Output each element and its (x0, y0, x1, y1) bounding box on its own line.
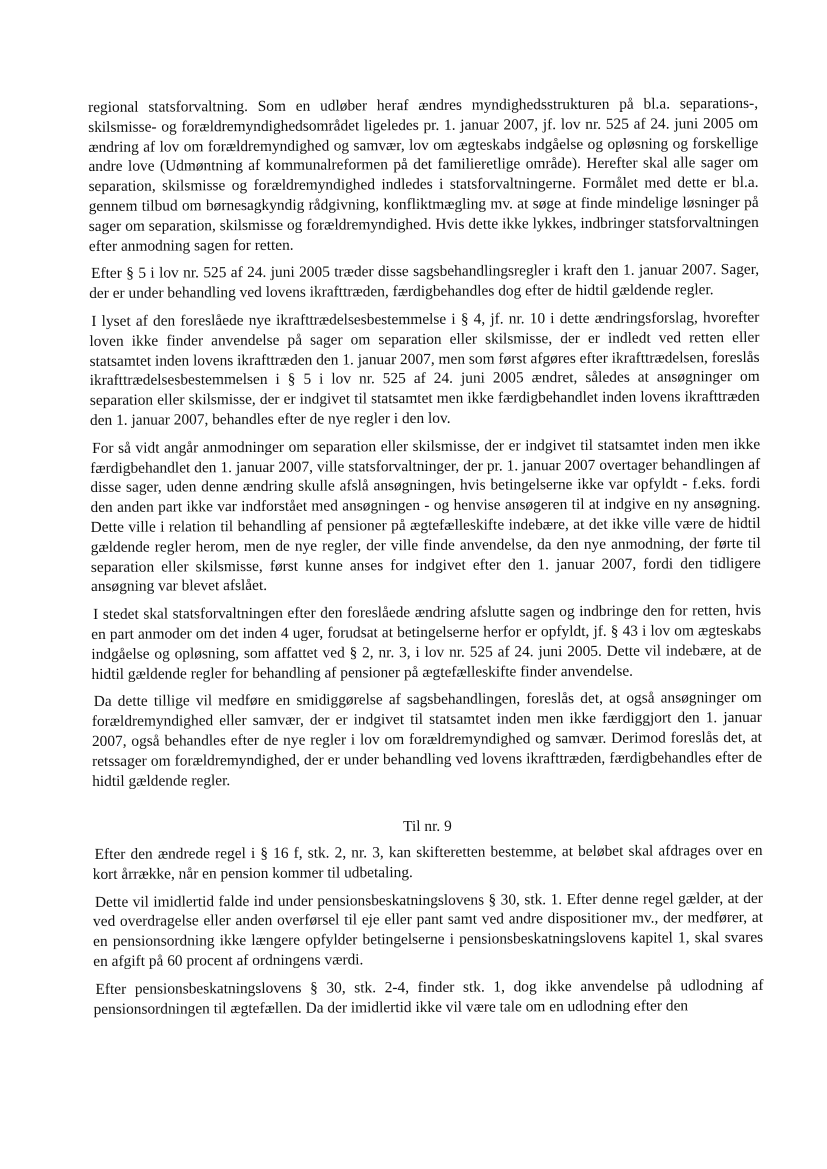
paragraph: Efter § 5 i lov nr. 525 af 24. juni 2005 træder disse sagsbehandlingsregler i kraft den 1. januar 2007. Sager, der er under behandling ved lovens ikrafttræden, færdigbehandles dog efter de hidtil gældende regler. (89, 261, 760, 303)
document-page (88, 94, 764, 1028)
section-heading: Til nr. 9 (403, 818, 452, 836)
paragraph: I lyset af den foreslåede nye ikrafttrædelsesbestemmelse i § 4, jf. nr. 10 i dette ændringsforslag, hvorefter loven ikke finder anvendelse på sager om separation eller skilsmisse, der er indledt ved retten eller statsamtet inden lovens ikrafttræden den 1. januar 2007, men som først afgøres efter ikrafttrædelsen, foreslås ikrafttrædelsesbestemmelsen i § 5 i lov nr. 525 af 24. juni 2005 ændret, således at ansøgninger om separation eller skilsmisse, der er indgivet til statsamtet men ikke færdigbehandlet inden lovens ikrafttræden den 1. januar 2007, behandles efter de nye regler i den lov. (89, 308, 760, 429)
paragraph: regional statsforvaltning. Som en udløber heraf ændres myndighedsstrukturen på bl.a. separations-, skilsmisse- og forældremyndighedsområdet ligeledes pr. 1. januar 2007, jf. lov nr. 525 af 24. juni 2005 om ændring af lov om forældremyndighed og samvær, lov om ægteskabs indgåelse og opløsning og forskellige andre love (Udmøntning af kommunalreformen på det familieretlige område). Herefter skal alle sager om separation, skilsmisse og forældremyndighed indledes i statsforvaltningerne. Formålet med dette er bl.a. gennem tilbud om børnesagkyndig rådgivning, konfliktmægling mv. at søge at finde mindelige løsninger på sager om separation, skilsmisse og forældremyndighed. Hvis dette ikke lykkes, indbringer statsforvaltningen efter anmodning sagen for retten. (88, 94, 759, 255)
paragraph: Efter pensionsbeskatningslovens § 30, stk. 2-4, finder stk. 1, dog ikke anvendelse på udlodning af pensionsordningen til ægtefællen. Da der imidlertid ikke vil være tale om en udlodning efter den (93, 976, 764, 1018)
paragraph: Dette vil imidlertid falde ind under pensionsbeskatningslovens § 30, stk. 1. Efter denne regel gælder, at der ved overdragelse eller anden overførsel til eje eller pant samt ved andre dispositioner mv., der medfører, at en pensionsordning ikke længere opfylder betingelserne i pensionsbeskatningslovens kapitel 1, skal svares en afgift på 60 procent af ordningens værdi. (92, 889, 764, 971)
paragraph: Efter den ændrede regel i § 16 f, stk. 2, nr. 3, kan skifteretten bestemme, at beløbet skal afdrages over en kort årrække, når en pension kommer til udbetaling. (92, 841, 763, 883)
paragraph: I stedet skal statsforvaltningen efter den foreslåede ændring afslutte sagen og indbringe den for retten, hvis en part anmoder om det inden 4 uger, forudsat at betingelserne herfor er opfyldt, jf. § 43 i lov om ægteskabs indgåelse og opløsning, som affattet ved § 2, nr. 3, i lov nr. 525 af 24. juni 2005. Dette vil indebære, at de hidtil gældende regler for behandling af pensioner på ægtefælleskifte finder anvendelse. (91, 602, 762, 683)
paragraph: For så vidt angår anmodninger om separation eller skilsmisse, der er indgivet til statsamtet inden men ikke færdigbehandlet den 1. januar 2007, ville statsforvaltninger, der pr. 1. januar 2007 overtager behandlingen af disse sager, uden denne ændring skulle afslå ansøgningen, hvis betingelserne ikke var opfyldt - f.eks. fordi den anden part ikke var indforstået med ansøgningen - og henvise ansøgeren til at indgive en ny ansøgning. Dette ville i relation til behandling af pensioner på ægtefælleskifte indebære, at det ikke ville være de hidtil gældende regler herom, men de nye regler, der ville finde anvendelse, da den nye anmodning, der førte til separation eller skilsmisse, først kunne anses for indgivet efter den 1. januar 2007, fordi den tidligere ansøgning var blevet afslået. (90, 435, 761, 596)
paragraph: Da dette tillige vil medføre en smidiggørelse af sagsbehandlingen, foreslås det, at også ansøgninger om forældremyndighed eller samvær, der er indgivet til statsamtet inden men ikke færdiggjort den 1. januar 2007, også behandles efter de nye regler i lov om forældremyndighed og samvær. Derimod foreslås det, at retssager om forældremyndighed, der er under behandling ved lovens ikrafttræden, færdigbehandles efter de hidtil gældende regler. (91, 689, 763, 790)
